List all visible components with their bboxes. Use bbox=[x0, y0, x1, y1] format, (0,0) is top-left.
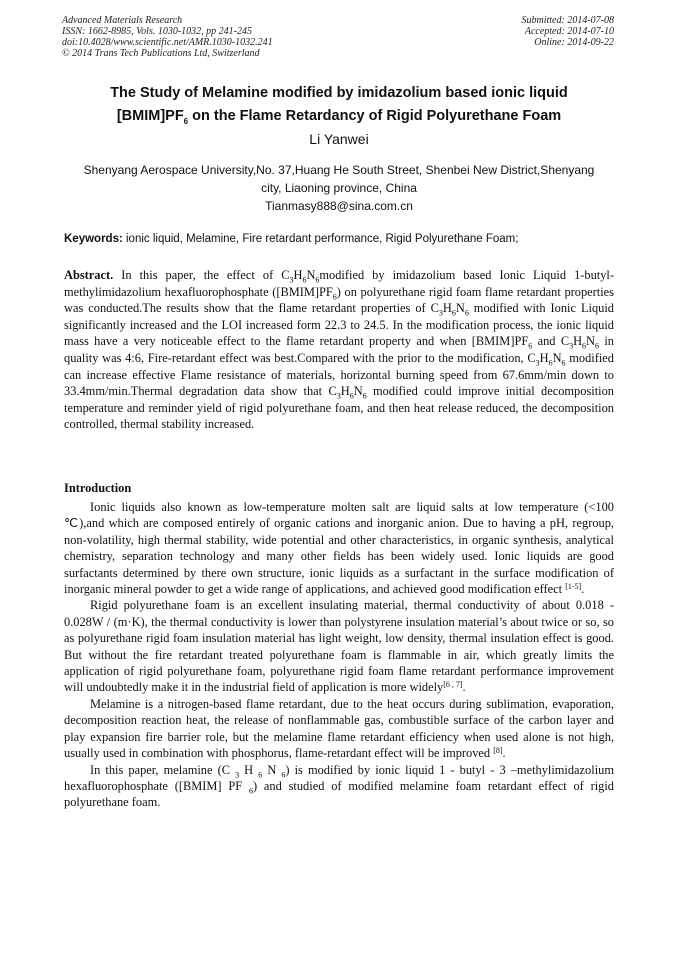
introduction-body bbox=[64, 499, 614, 811]
affiliation-line-2: city, Liaoning province, China bbox=[261, 181, 417, 195]
issn-line: ISSN: 1662-8985, Vols. 1030-1032, pp 241-245 bbox=[62, 26, 252, 37]
author-name: Li Yanwei bbox=[309, 131, 369, 147]
citation-ref: [6 , 7] bbox=[443, 680, 463, 690]
affiliation-line-1: Shenyang Aerospace University,No. 37,Huang He South Street, Shenbei New District,Shenyang bbox=[83, 163, 595, 177]
abstract-label: Abstract. bbox=[64, 268, 114, 282]
intro-paragraph-2: Rigid polyurethane foam is an excellent insulating material, thermal conductivity of about 0.018 - 0.028W / (m·K), the thermal conductivity is lower than polystyrene insulation material’s about twice or so, so as polyurethane rigid foam insulation material has light weight, low density, thermal insulation effect is good. But without the fire retardant treated polyurethane foam is flammable in air, which greatly limits the application of rigid polyurethane foam, polyurethane rigid foam flame retardant performance improvement will undoubtedly make it in the industrial field of application is more widely[6 , 7]. bbox=[64, 598, 614, 695]
keywords bbox=[64, 233, 616, 245]
submitted-date: Submitted: 2014-07-08 bbox=[521, 15, 614, 26]
accepted-date: Accepted: 2014-07-10 bbox=[524, 26, 614, 37]
abstract: Abstract. In this paper, the effect of $C_3H_6N_6modified$ by imidazolium based Ionic Liquid 1-butyl-methylimidazolium hexafluorophosphate $([BMIM]PF_6)$ on polyurethane rigid foam flame retardant properties was conducted.The results show that the flame retardant properties of $C_3H_6N_6$ modified with Ionic Liquid significantly increased and the LOI increased form 22.3 to 24.5. In the modification process, the ionic liquid mass have a very noticeable effect to the flame retardant property and when $[BMIM]PF_6$ and $C_3H_6N_6$ in quality was 4:6, Fire-retardant effect was best.Compared with the prior to the modification, $C_3H_6N_6$ modified can increase effective Flame resistance of materials, horizontal burning speed from 67.6mm/min down to 33.4mm/min.Thermal degradation data show that $C_3H_6N_6$ modified could improve initial decomposition temperature and reminder yield of rigid polyurethane foam, and then heat release reduced, the decomposition controlled, thermal stability increased. bbox=[64, 268, 614, 432]
affiliation bbox=[62, 161, 616, 215]
introduction-heading: Introduction bbox=[64, 481, 132, 495]
citation-ref: [1-5] bbox=[565, 582, 582, 592]
intro-paragraph-1: Ionic liquids also known as low-temperature molten salt are liquid salts at low temperature (<100 ℃),and which are composed entirely of organic cations and inorganic anion. Due to having a pH, regroup, non-volatility, high thermal stability, wide potential and other characteristics, in organic synthesis, analytical chemistry, separation technology and many other fields has been widely used. Ionic liquids are good surfactants determined by there own structure, ionic liquids as a surfactant in the surface modification of inorganic mineral powder to get a wide range of applications, and achieved good modification effect [1-5]. bbox=[64, 500, 614, 597]
intro-paragraph-3: Melamine is a nitrogen-based flame retardant, due to the heat occurs during sublimation, evaporation, decomposition reaction heat, the release of nonflammable gas, combustible surface of the carbon layer and play expansion fire barrier role, but the melamine flame retardant efficiency when used alone is not high, usually used in combination with phosphorus, flame-retardant effect will be improved [8]. bbox=[64, 696, 614, 761]
online-date: Online: 2014-09-22 bbox=[534, 37, 614, 48]
intro-paragraph-4: In this paper, melamine (C $_3$ H $_6$ N $_6$) is modified by ionic liquid 1 - butyl - 3 –methylimidazolium hexafluorophosphate ([BMIM] PF $_6$) and studied of modified melamine foam retardant effect of rigid polyurethane foam. bbox=[64, 762, 615, 810]
journal-info bbox=[62, 15, 273, 59]
keywords-label: Keywords: bbox=[64, 233, 123, 245]
copyright-line: © 2014 Trans Tech Publications Ltd, Switzerland bbox=[62, 48, 260, 59]
paper-title bbox=[62, 82, 616, 128]
keywords-text: ionic liquid, Melamine, Fire retardant performance, Rigid Polyurethane Foam; bbox=[122, 233, 519, 245]
dates-info bbox=[522, 15, 615, 48]
title-line-2: $[BMIM]PF_6$ on the Flame Retardancy of Rigid Polyurethane Foam bbox=[116, 108, 562, 126]
journal-name: Advanced Materials Research bbox=[62, 15, 183, 26]
title-line-1: The Study of Melamine modified by imidazolium based ionic liquid bbox=[110, 85, 568, 101]
citation-ref: [8] bbox=[493, 746, 503, 756]
doi-line: doi:10.4028/www.scientific.net/AMR.1030-1032.241 bbox=[62, 37, 273, 48]
author-email: Tianmasy888@sina.com.cn bbox=[265, 199, 413, 213]
